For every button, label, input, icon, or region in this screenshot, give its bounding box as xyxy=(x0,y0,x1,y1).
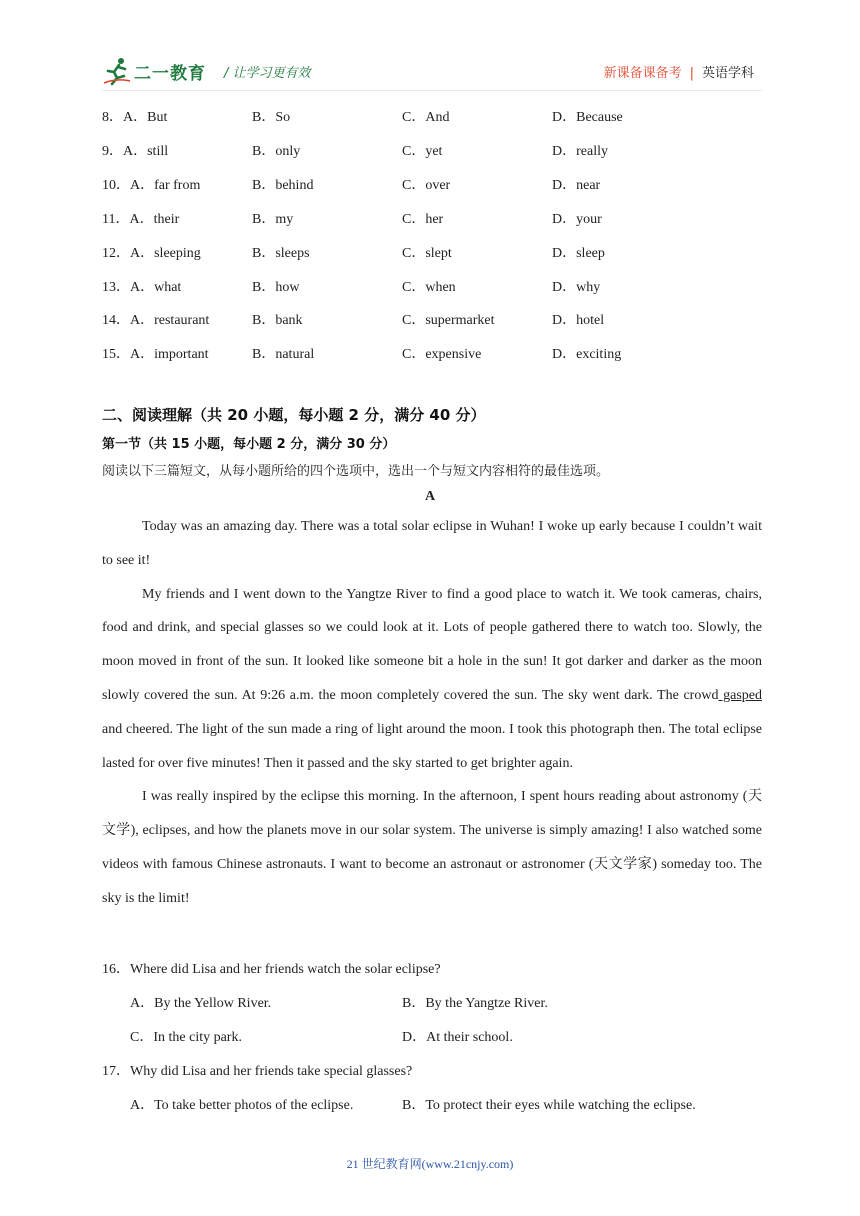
option-a: 9．A．still xyxy=(102,144,169,159)
option-a: 15．A．important xyxy=(102,347,209,362)
question-16-option-a: A．By the Yellow River. xyxy=(130,996,272,1011)
option-row xyxy=(102,276,762,296)
option-b: B．behind xyxy=(252,178,314,193)
question-17-option-a: A．To take better photos of the eclipse. xyxy=(130,1098,354,1113)
option-row xyxy=(102,242,762,262)
passage-paragraph-1: Today was an amazing day. There was a total solar eclipse in Wuhan! I woke up early because I couldn’t wait to see it! xyxy=(102,519,762,568)
option-c: C．yet xyxy=(402,144,443,159)
option-row xyxy=(102,309,762,329)
passage-label: A xyxy=(424,489,436,504)
slogan: / 让学习更有效 xyxy=(224,66,311,81)
option-d: D．sleep xyxy=(552,246,605,261)
paragraph-2-part-1: My friends and I went down to the Yangtze River to find a good place to watch it. We took cameras, chairs, food and drink, and special glasses so we could look at it. Lots of people gathered there to watch too. Slowly, the moon moved in front of the sun. It looked like someone bit a hole in the sun! It got darker and darker as the moon slowly covered the sun. At 9:26 a.m. the moon completely covered the sun. The sky went dark. The crowd xyxy=(102,586,762,703)
option-row xyxy=(102,106,762,126)
header-separator: | xyxy=(689,66,694,81)
option-b: B．my xyxy=(252,212,294,227)
passage-paragraph-3: I was really inspired by the eclipse this morning. In the afternoon, I spent hours reading about astronomy (天文学), eclipses, and how the planets move in our solar system. The universe is simply amazing! I also watched some videos with famous Chinese astronauts. I want to become an astronaut or astronomer (天文学家) someday too. The sky is the limit! xyxy=(102,789,762,906)
option-c: C．over xyxy=(402,178,451,193)
option-b: B．only xyxy=(252,144,301,159)
passage-body xyxy=(102,510,762,916)
header-subject xyxy=(604,62,754,81)
option-b: B．sleeps xyxy=(252,246,310,261)
option-row xyxy=(102,208,762,228)
option-b: B．natural xyxy=(252,347,315,362)
option-a: 11．A．their xyxy=(102,212,180,227)
option-c: C．her xyxy=(402,212,444,227)
logo xyxy=(102,56,206,86)
option-a: 12．A．sleeping xyxy=(102,246,201,261)
option-b: B．bank xyxy=(252,313,303,328)
question-16: 16．Where did Lisa and her friends watch the solar eclipse? xyxy=(102,962,441,977)
option-a: 14．A．restaurant xyxy=(102,313,210,328)
logo-text: 二一教育 xyxy=(134,63,206,83)
question-16-option-d: D．At their school. xyxy=(402,1030,513,1045)
option-c: C．slept xyxy=(402,246,452,261)
option-a: 10．A．far from xyxy=(102,178,201,193)
option-row xyxy=(102,343,762,363)
underlined-word: gasped xyxy=(718,687,762,703)
option-c: C．And xyxy=(402,110,450,125)
option-d: D．why xyxy=(552,280,601,295)
question-16-option-c: C．In the city park. xyxy=(130,1030,242,1045)
option-row xyxy=(102,174,762,194)
subsection-title: 第一节（共 15 小题，每小题 2 分，满分 30 分） xyxy=(102,437,396,452)
header-tagline: 新课备课备考 xyxy=(603,66,682,81)
option-d: D．your xyxy=(552,212,602,227)
page-header xyxy=(102,56,762,90)
header-subject-label: 英语学科 xyxy=(701,66,754,81)
option-d: D．exciting xyxy=(552,347,622,362)
option-d: D．really xyxy=(552,144,608,159)
option-d: D．Because xyxy=(552,110,623,125)
option-row xyxy=(102,140,762,160)
option-c: C．when xyxy=(402,280,456,295)
option-d: D．hotel xyxy=(552,313,605,328)
question-17-option-b: B．To protect their eyes while watching the eclipse. xyxy=(402,1098,696,1113)
passage-paragraph-2 xyxy=(102,578,762,781)
question-16-option-b: B．By the Yangtze River. xyxy=(402,996,548,1011)
runner-logo-icon xyxy=(102,56,132,86)
option-b: B．how xyxy=(252,280,300,295)
header-divider xyxy=(102,90,762,91)
instructions: 阅读以下三篇短文，从每小题所给的四个选项中，选出一个与短文内容相符的最佳选项。 xyxy=(102,464,610,479)
page-footer: 21 世纪教育网(www.21cnjy.com) xyxy=(346,1157,514,1171)
section-title: 二、阅读理解（共 20 小题，每小题 2 分，满分 40 分） xyxy=(102,406,486,424)
option-a: 13．A．what xyxy=(102,280,182,295)
option-a: 8．A．But xyxy=(102,110,168,125)
paragraph-2-part-2: and cheered. The light of the sun made a ring of light around the moon. I took this photograph then. The total eclipse lasted for over five minutes! Then it passed and the sky started to get brighter again. xyxy=(102,721,762,771)
option-d: D．near xyxy=(552,178,601,193)
option-b: B．So xyxy=(252,110,291,125)
option-c: C．supermarket xyxy=(402,313,495,328)
question-17: 17．Why did Lisa and her friends take special glasses? xyxy=(102,1064,413,1079)
option-c: C．expensive xyxy=(402,347,482,362)
